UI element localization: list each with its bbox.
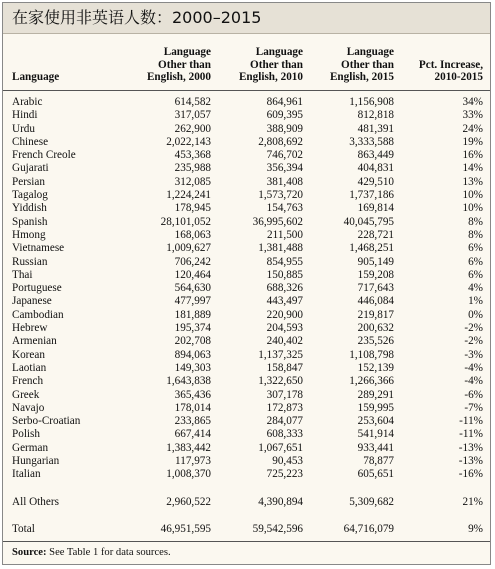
cell-language: Hebrew xyxy=(12,322,48,335)
cell-pct: 24% xyxy=(462,122,483,135)
cell-2010: 2,808,692 xyxy=(258,135,303,148)
table-row xyxy=(3,335,490,348)
cell-language: Arabic xyxy=(12,96,43,108)
table-header xyxy=(3,40,490,91)
cell-2010: 307,178 xyxy=(266,388,303,401)
table-row xyxy=(3,428,490,441)
header-language: Language xyxy=(12,71,60,84)
cell-2015: 1,266,366 xyxy=(349,375,394,388)
cell-2010: 211,500 xyxy=(267,228,303,241)
header-2010: Language Other than English, 2010 xyxy=(238,46,303,84)
table-row xyxy=(3,468,490,481)
cell-language: Hmong xyxy=(12,228,46,241)
cell-2010: 688,326 xyxy=(266,282,303,295)
cell-language: Persian xyxy=(12,175,45,188)
cell-2015: 933,441 xyxy=(357,441,394,454)
cell-2015: 1,468,251 xyxy=(349,242,394,255)
cell-2000: 1,008,370 xyxy=(166,468,211,481)
cell-pct: -4% xyxy=(464,361,483,374)
cell-2015: 152,139 xyxy=(357,361,394,374)
cell-pct: -2% xyxy=(464,335,483,348)
cell-2015: 1,737,186 xyxy=(349,189,394,202)
table-row xyxy=(3,295,490,308)
cell-language: Total xyxy=(12,523,35,535)
table-row xyxy=(3,442,490,455)
cell-2010: 240,402 xyxy=(266,335,303,348)
cell-language: Urdu xyxy=(12,122,35,135)
cell-pct: 9% xyxy=(468,523,483,535)
cell-2000: 178,014 xyxy=(174,401,211,414)
cell-2010: 36,995,602 xyxy=(252,215,303,228)
table-row xyxy=(3,202,490,215)
table-row xyxy=(3,309,490,322)
cell-pct: -13% xyxy=(458,455,483,468)
cell-2015: 1,156,908 xyxy=(349,96,394,108)
table-row xyxy=(3,136,490,149)
cell-2010: 608,333 xyxy=(266,428,303,441)
cell-2000: 117,973 xyxy=(175,455,211,468)
cell-2015: 717,643 xyxy=(357,282,394,295)
table-row xyxy=(3,242,490,255)
cell-language: Tagalog xyxy=(12,189,48,202)
cell-2000: 46,951,595 xyxy=(160,523,211,535)
cell-2015: 429,510 xyxy=(357,175,394,188)
cell-2010: 204,593 xyxy=(266,322,303,335)
cell-pct: 8% xyxy=(468,215,483,228)
table-row xyxy=(3,402,490,415)
cell-2000: 181,889 xyxy=(174,308,211,321)
cell-language: Serbo-Croatian xyxy=(12,415,81,428)
cell-2000: 233,865 xyxy=(174,415,211,428)
cell-pct: 10% xyxy=(462,202,483,215)
cell-language: French Creole xyxy=(12,149,76,162)
cell-language: Yiddish xyxy=(12,202,47,215)
cell-pct: 33% xyxy=(462,109,483,122)
header-pct-increase: Pct. Increase, 2010-2015 xyxy=(418,58,483,84)
cell-pct: -4% xyxy=(464,375,483,388)
cell-language: Armenian xyxy=(12,335,57,348)
cell-2010: 356,394 xyxy=(266,162,303,175)
cell-2000: 1,009,627 xyxy=(166,242,211,255)
table-row xyxy=(3,229,490,242)
cell-2000: 262,900 xyxy=(174,122,211,135)
cell-2010: 4,390,894 xyxy=(258,496,303,508)
cell-language: Greek xyxy=(12,388,40,401)
cell-2015: 605,651 xyxy=(357,468,394,481)
cell-2000: 120,464 xyxy=(174,268,211,281)
table-frame xyxy=(2,2,491,565)
source-note xyxy=(12,546,171,560)
cell-pct: 8% xyxy=(468,228,483,241)
cell-2000: 477,997 xyxy=(174,295,211,308)
cell-pct: 19% xyxy=(462,135,483,148)
cell-pct: 1% xyxy=(468,295,483,308)
cell-2015: 40,045,795 xyxy=(343,215,394,228)
total-row xyxy=(3,523,490,536)
cell-2015: 5,309,682 xyxy=(349,496,394,508)
table-row xyxy=(3,162,490,175)
cell-language: Spanish xyxy=(12,215,48,228)
table-row xyxy=(3,375,490,388)
cell-2015: 289,291 xyxy=(357,388,394,401)
header-2015: Language Other than English, 2015 xyxy=(329,46,394,84)
cell-2010: 1,381,488 xyxy=(258,242,303,255)
cell-2015: 228,721 xyxy=(357,228,394,241)
cell-2015: 905,149 xyxy=(357,255,394,268)
cell-2015: 446,084 xyxy=(357,295,394,308)
cell-2015: 3,333,588 xyxy=(349,135,394,148)
cell-2015: 64,716,079 xyxy=(343,523,394,535)
cell-2000: 235,988 xyxy=(174,162,211,175)
cell-2000: 149,303 xyxy=(174,361,211,374)
source-text: See Table 1 for data sources. xyxy=(46,547,171,558)
cell-2000: 317,057 xyxy=(174,109,211,122)
cell-2010: 388,909 xyxy=(266,122,303,135)
table-row xyxy=(3,256,490,269)
cell-language: French xyxy=(12,375,44,388)
cell-language: Vietnamese xyxy=(12,242,65,255)
table-row xyxy=(3,362,490,375)
cell-2015: 159,995 xyxy=(357,401,394,414)
cell-2000: 1,383,442 xyxy=(166,441,211,454)
cell-2000: 1,224,241 xyxy=(166,189,211,202)
cell-2015: 404,831 xyxy=(357,162,394,175)
table-row xyxy=(3,269,490,282)
table-row xyxy=(3,282,490,295)
cell-2015: 863,449 xyxy=(357,149,394,162)
cell-2010: 746,702 xyxy=(266,149,303,162)
cell-2015: 812,818 xyxy=(357,109,394,122)
cell-2015: 169,814 xyxy=(357,202,394,215)
cell-language: Laotian xyxy=(12,361,47,374)
cell-2000: 614,582 xyxy=(174,96,211,108)
cell-pct: 6% xyxy=(468,255,483,268)
cell-pct: -11% xyxy=(459,415,483,428)
cell-language: Cambodian xyxy=(12,308,64,321)
cell-2000: 178,945 xyxy=(174,202,211,215)
cell-2015: 78,877 xyxy=(363,455,394,468)
cell-pct: 16% xyxy=(462,149,483,162)
table-row xyxy=(3,189,490,202)
cell-2000: 365,436 xyxy=(174,388,211,401)
cell-2010: 150,885 xyxy=(266,268,303,281)
cell-2000: 667,414 xyxy=(174,428,211,441)
cell-2000: 28,101,052 xyxy=(160,215,211,228)
cell-2000: 894,063 xyxy=(174,348,211,361)
cell-2010: 609,395 xyxy=(266,109,303,122)
cell-pct: 10% xyxy=(462,189,483,202)
cell-2015: 253,604 xyxy=(357,415,394,428)
table-row xyxy=(3,109,490,122)
cell-language: Russian xyxy=(12,255,48,268)
cell-2010: 864,961 xyxy=(266,96,303,108)
cell-language: Portuguese xyxy=(12,282,62,295)
cell-pct: 4% xyxy=(468,282,483,295)
cell-2010: 59,542,596 xyxy=(252,523,303,535)
header-2000: Language Other than English, 2000 xyxy=(146,46,211,84)
table-body xyxy=(3,96,490,482)
footer-divider xyxy=(3,541,490,542)
source-label: Source: xyxy=(12,547,47,558)
cell-2010: 443,497 xyxy=(266,295,303,308)
cell-pct: -2% xyxy=(464,322,483,335)
cell-2000: 2,022,143 xyxy=(166,135,211,148)
cell-language: Navajo xyxy=(12,401,45,414)
table-row xyxy=(3,455,490,468)
cell-pct: 13% xyxy=(462,175,483,188)
cell-2015: 235,526 xyxy=(357,335,394,348)
cell-2015: 481,391 xyxy=(357,122,394,135)
cell-pct: 14% xyxy=(462,162,483,175)
table-row xyxy=(3,176,490,189)
cell-pct: -7% xyxy=(464,401,483,414)
cell-2010: 172,873 xyxy=(266,401,303,414)
cell-2010: 725,223 xyxy=(266,468,303,481)
cell-language: Hindi xyxy=(12,109,38,122)
cell-pct: 21% xyxy=(462,496,483,508)
cell-2015: 541,914 xyxy=(357,428,394,441)
cell-2010: 1,137,325 xyxy=(258,348,303,361)
table-row xyxy=(3,415,490,428)
table-row xyxy=(3,389,490,402)
cell-2010: 381,408 xyxy=(266,175,303,188)
cell-2000: 195,374 xyxy=(174,322,211,335)
cell-2000: 168,063 xyxy=(174,228,211,241)
cell-2010: 1,067,651 xyxy=(258,441,303,454)
cell-2000: 564,630 xyxy=(174,282,211,295)
cell-2000: 706,242 xyxy=(174,255,211,268)
cell-pct: -11% xyxy=(459,428,483,441)
cell-2010: 854,955 xyxy=(266,255,303,268)
cell-pct: 6% xyxy=(468,268,483,281)
table-row xyxy=(3,349,490,362)
table-row xyxy=(3,322,490,335)
cell-pct: -3% xyxy=(464,348,483,361)
cell-2000: 202,708 xyxy=(174,335,211,348)
table-row xyxy=(3,149,490,162)
cell-language: Italian xyxy=(12,468,41,481)
cell-language: Hungarian xyxy=(12,455,60,468)
cell-2015: 200,632 xyxy=(357,322,394,335)
cell-2000: 2,960,522 xyxy=(166,496,211,508)
page-title: 在家使用非英语人数：2000–2015 xyxy=(3,3,490,34)
cell-2010: 1,573,720 xyxy=(258,189,303,202)
cell-2010: 220,900 xyxy=(266,308,303,321)
cell-pct: 34% xyxy=(462,96,483,108)
table-row xyxy=(3,216,490,229)
cell-2010: 154,763 xyxy=(266,202,303,215)
cell-language: German xyxy=(12,441,49,454)
cell-2010: 1,322,650 xyxy=(258,375,303,388)
cell-language: Polish xyxy=(12,428,40,441)
cell-language: All Others xyxy=(12,496,59,508)
cell-language: Japanese xyxy=(12,295,52,308)
cell-2000: 312,085 xyxy=(174,175,211,188)
cell-pct: 6% xyxy=(468,242,483,255)
cell-pct: -16% xyxy=(458,468,483,481)
table-row xyxy=(3,123,490,136)
cell-2000: 453,368 xyxy=(174,149,211,162)
cell-language: Korean xyxy=(12,348,45,361)
cell-2015: 219,817 xyxy=(357,308,394,321)
cell-2015: 1,108,798 xyxy=(349,348,394,361)
cell-language: Gujarati xyxy=(12,162,49,175)
cell-language: Chinese xyxy=(12,135,49,148)
cell-pct: -6% xyxy=(464,388,483,401)
cell-pct: -13% xyxy=(458,441,483,454)
cell-2010: 284,077 xyxy=(266,415,303,428)
cell-2015: 159,208 xyxy=(357,268,394,281)
cell-language: Thai xyxy=(12,268,33,281)
cell-pct: 0% xyxy=(468,308,483,321)
cell-2010: 90,453 xyxy=(272,455,303,468)
table-row xyxy=(3,96,490,109)
cell-2010: 158,847 xyxy=(266,361,303,374)
cell-2000: 1,643,838 xyxy=(166,375,211,388)
all-others-row xyxy=(3,496,490,509)
